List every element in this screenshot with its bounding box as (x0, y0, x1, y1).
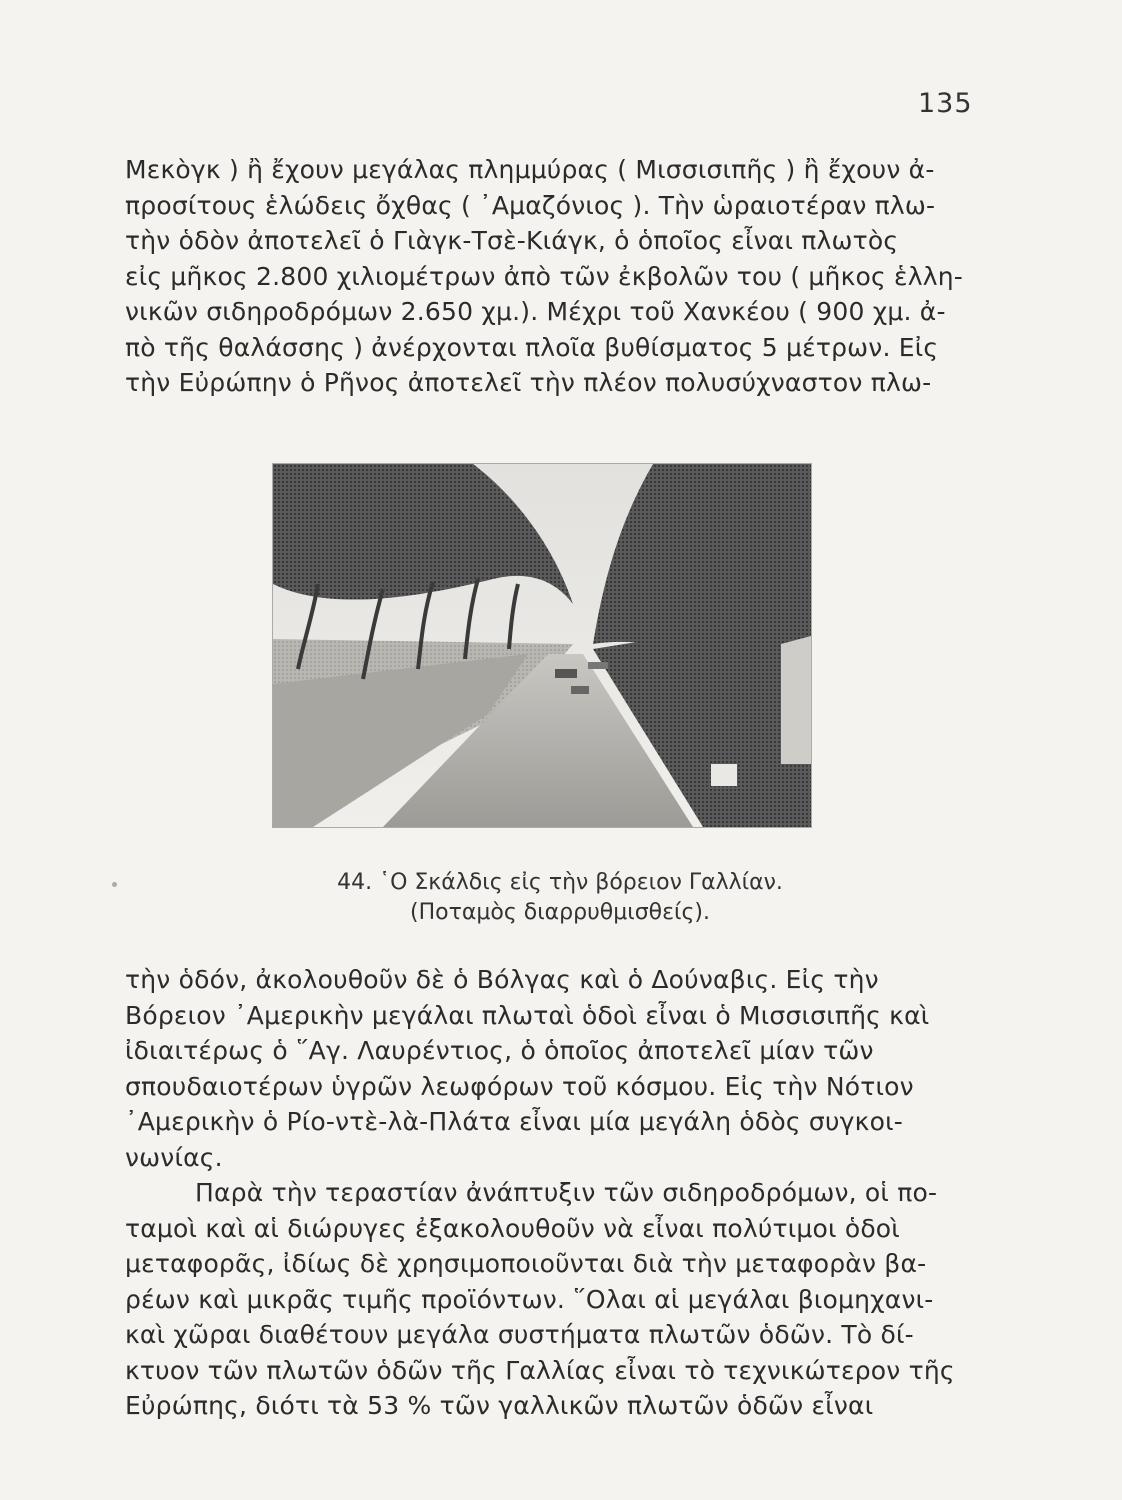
text-line: εἰς μῆκος 2.800 χιλιομέτρων ἀπὸ τῶν ἐκβολῶν του ( μῆκος ἑλλη- (125, 261, 963, 291)
text-line: Παρὰ τὴν τεραστίαν ἀνάπτυξιν τῶν σιδηροδρόμων, οἱ πο- (195, 1178, 938, 1207)
text-line: νωνίας. (125, 1142, 223, 1172)
text-line: Βόρειον ᾿Αμερικὴν μεγάλαι πλωταὶ ὁδοὶ εἶναι ὁ Μισσισιπῆς καὶ (125, 1000, 930, 1030)
text-line: τὴν ὁδόν, ἀκολουθοῦν δὲ ὁ Βόλγας καὶ ὁ Δούναβις. Εἰς τὴν (125, 965, 879, 994)
text-line: κτυον τῶν πλωτῶν ὁδῶν τῆς Γαλλίας εἶναι τὸ τεχνικώτερον τῆς (125, 1355, 955, 1385)
text-line: Μεκὸγκ ) ἢ ἔχουν μεγάλας πλημμύρας ( Μισσισιπῆς ) ἢ ἔχουν ἀ- (125, 155, 935, 184)
canal-photograph (272, 463, 812, 828)
figure-caption-title: 44. ῾Ο Σκάλδις εἰς τὴν βόρειον Γαλλίαν. (337, 870, 783, 895)
text-line: καὶ χῶραι διαθέτουν μεγάλα συστήματα πλωτῶν ὁδῶν. Τὸ δί- (125, 1320, 914, 1349)
text-line: Εὐρώπης, διότι τὰ 53 % τῶν γαλλικῶν πλωτῶν ὁδῶν εἶναι (125, 1391, 874, 1420)
text-line: πὸ τῆς θαλάσσης ) ἀνέρχονται πλοῖα βυθίσματος 5 μέτρων. Εἰς (125, 332, 939, 362)
text-line: τὴν Εὐρώπην ὁ Ρῆνος ἀποτελεῖ τὴν πλέον πολυσύχναστον πλω- (125, 368, 932, 397)
figure-caption-subtitle: (Ποταμὸς διαρρυθμισθείς). (410, 900, 710, 925)
text-line: νικῶν σιδηροδρόμων 2.650 χμ.). Μέχρι τοῦ Χανκέου ( 900 χμ. ἀ- (125, 297, 946, 326)
text-line: μεταφορᾶς, ἰδίως δὲ χρησιμοποιοῦνται διὰ τὴν μεταφορὰν βα- (125, 1249, 927, 1278)
page-number: 135 (918, 88, 973, 119)
canal-illustration (273, 464, 811, 827)
text-line: ἰδιαιτέρως ὁ ῞Αγ. Λαυρέντιος, ὁ ὁποῖος ἀποτελεῖ μίαν τῶν (125, 1036, 874, 1065)
text-line: ᾿Αμερικὴν ὁ Ρίο-ντὲ-λὰ-Πλάτα εἶναι μία μεγάλη ὁδὸς συγκοι- (125, 1107, 903, 1136)
paragraph-top (125, 152, 980, 401)
paragraph-bottom (125, 962, 980, 1424)
text-line: ταμοὶ καὶ αἱ διώρυγες ἐξακολουθοῦν νὰ εἶναι πολύτιμοι ὁδοὶ (125, 1213, 900, 1243)
text-line: προσίτους ἑλώδεις ὄχθας ( ᾿Αμαζόνιος ). Τὴν ὡραιοτέραν πλω- (125, 190, 936, 220)
text-line: ρέων καὶ μικρᾶς τιμῆς προϊόντων. ῞Ολαι αἱ μεγάλαι βιομηχανι- (125, 1284, 934, 1314)
text-line: σπουδαιοτέρων ὑγρῶν λεωφόρων τοῦ κόσμου. Εἰς τὴν Νότιον (125, 1071, 914, 1101)
text-line: τὴν ὁδὸν ἀποτελεῖ ὁ Γιὰγκ-Τσὲ-Κιάγκ, ὁ ὁποῖος εἶναι πλωτὸς (125, 226, 899, 255)
page-speck (112, 882, 117, 887)
